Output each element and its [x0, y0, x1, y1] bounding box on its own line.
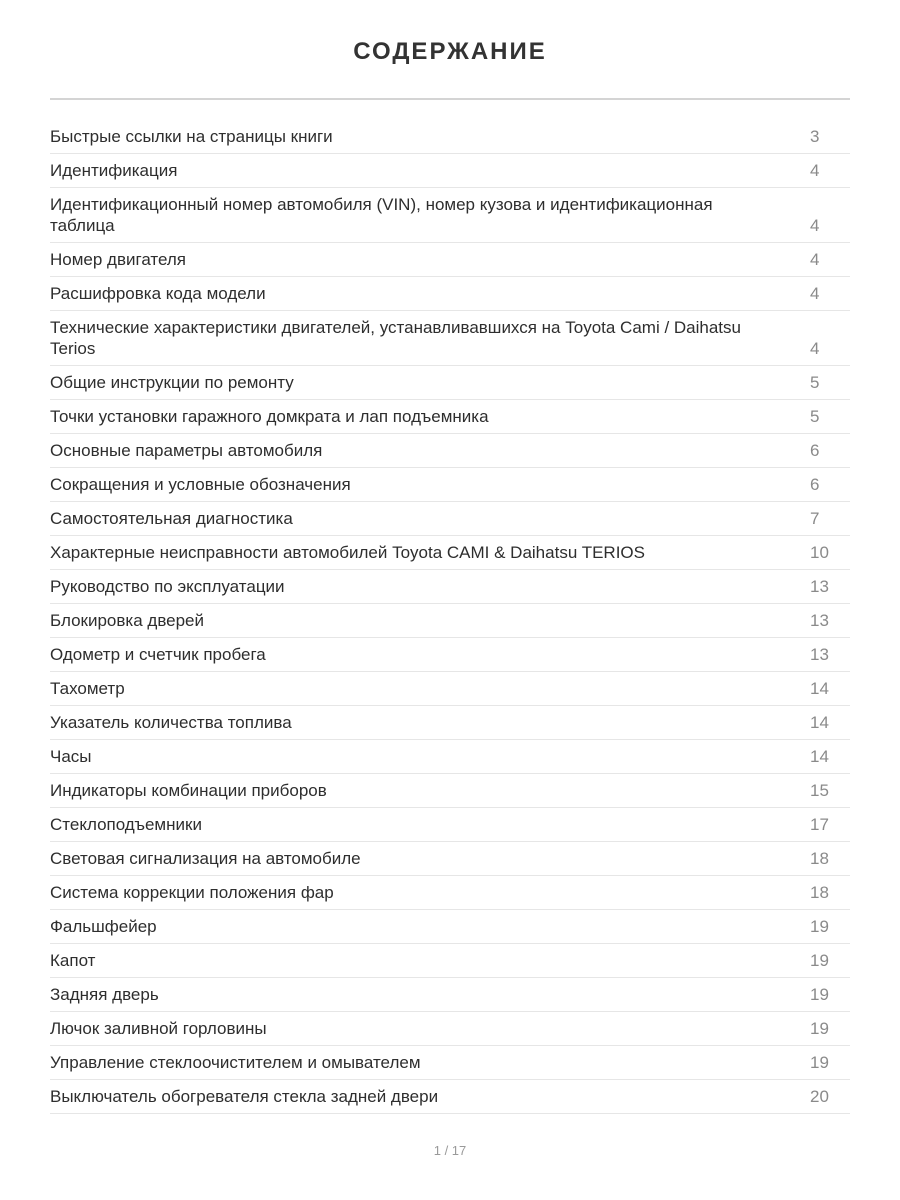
toc-entry-page: 4: [810, 339, 820, 358]
toc-entry-title: Управление стеклоочистителем и омывателем: [50, 1053, 421, 1072]
toc-row[interactable]: [50, 774, 850, 808]
toc-entry-page: 19: [810, 917, 829, 936]
toc-entry-title: Световая сигнализация на автомобиле: [50, 849, 361, 868]
toc-row[interactable]: [50, 876, 850, 910]
toc-entry-page: 13: [810, 645, 829, 664]
toc-entry-page: 4: [810, 161, 820, 180]
toc-entry-title: Блокировка дверей: [50, 611, 205, 630]
toc-entry-title: Технические характеристики двигателей, устанавливавшихся на Toyota Cami / Daihatsu Terios: [50, 318, 741, 358]
toc-entry-page: 6: [810, 475, 820, 494]
toc-entry-page: 3: [810, 127, 820, 146]
toc-entry-page: 5: [810, 373, 820, 392]
toc-entry-title: Одометр и счетчик пробега: [50, 645, 266, 664]
toc-entry-title: Точки установки гаражного домкрата и лап подъемника: [50, 407, 489, 426]
toc-entry-title: Задняя дверь: [50, 985, 159, 1004]
toc-row[interactable]: [50, 740, 850, 774]
toc-entry-title: Самостоятельная диагностика: [50, 509, 293, 528]
toc-entry-page: 6: [810, 441, 820, 460]
toc-entry-title: Капот: [50, 951, 96, 970]
toc-entry-title: Выключатель обогревателя стекла задней двери: [50, 1087, 439, 1106]
toc-row[interactable]: [50, 536, 850, 570]
toc-entry-title: Общие инструкции по ремонту: [50, 373, 294, 392]
toc-row[interactable]: [50, 1080, 850, 1114]
toc-entry-title: Лючок заливной горловины: [50, 1019, 267, 1038]
toc-entry-title: Сокращения и условные обозначения: [50, 475, 351, 494]
toc-entry-page: 7: [810, 509, 820, 528]
toc-row[interactable]: [50, 468, 850, 502]
toc-entry-page: 18: [810, 849, 829, 868]
toc-row[interactable]: [50, 366, 850, 400]
toc-entry-page: 18: [810, 883, 829, 902]
toc-row[interactable]: [50, 842, 850, 876]
toc-entry-page: 17: [810, 815, 829, 834]
toc-entry-page: 13: [810, 611, 829, 630]
toc-row[interactable]: [50, 120, 850, 154]
toc-row[interactable]: [50, 570, 850, 604]
toc-entry-page: 4: [810, 216, 820, 235]
toc-row[interactable]: [50, 243, 850, 277]
toc-entry-page: 19: [810, 951, 829, 970]
title-divider: [50, 98, 850, 100]
toc-entry-title: Индикаторы комбинации приборов: [50, 781, 327, 800]
toc-entry-page: 14: [810, 713, 829, 732]
page-title: СОДЕРЖАНИЕ: [353, 38, 547, 65]
toc-entry-title: Стеклоподъемники: [50, 815, 202, 834]
toc-entry-title: Тахометр: [50, 679, 125, 698]
toc-entry-title: Характерные неисправности автомобилей Toyota CAMI & Daihatsu TERIOS: [50, 543, 645, 562]
toc-entry-page: 15: [810, 781, 829, 800]
toc-row[interactable]: [50, 1012, 850, 1046]
toc-row[interactable]: [50, 978, 850, 1012]
toc-row[interactable]: [50, 502, 850, 536]
toc-entry-title: Номер двигателя: [50, 250, 187, 269]
toc-entry-page: 4: [810, 250, 820, 269]
toc-entry-page: 19: [810, 1053, 829, 1072]
toc-list: [50, 120, 850, 1114]
toc-row[interactable]: [50, 910, 850, 944]
toc-row[interactable]: [50, 944, 850, 978]
toc-row[interactable]: [50, 604, 850, 638]
toc-entry-page: 13: [810, 577, 829, 596]
toc-entry-title: Руководство по эксплуатации: [50, 577, 285, 596]
toc-entry-title: Указатель количества топлива: [50, 713, 292, 732]
toc-entry-title: Система коррекции положения фар: [50, 883, 334, 902]
toc-row[interactable]: [50, 277, 850, 311]
toc-entry-page: 4: [810, 284, 820, 303]
toc-entry-page: 14: [810, 679, 829, 698]
page-number-footer: 1 / 17: [433, 1143, 467, 1158]
toc-row[interactable]: [50, 1046, 850, 1080]
toc-row[interactable]: [50, 808, 850, 842]
toc-row[interactable]: [50, 188, 850, 243]
toc-entry-page: 14: [810, 747, 829, 766]
toc-entry-page: 20: [810, 1087, 829, 1106]
toc-entry-title: Быстрые ссылки на страницы книги: [50, 127, 333, 146]
toc-row[interactable]: [50, 400, 850, 434]
toc-row[interactable]: [50, 638, 850, 672]
toc-entry-title: Часы: [50, 747, 92, 766]
toc-entry-title: Идентификация: [50, 161, 178, 180]
toc-row[interactable]: [50, 154, 850, 188]
toc-entry-title: Фальшфейер: [50, 917, 157, 936]
toc-entry-page: 10: [810, 543, 829, 562]
toc-entry-page: 19: [810, 1019, 829, 1038]
toc-entry-title: Основные параметры автомобиля: [50, 441, 323, 460]
toc-entry-title: Идентификационный номер автомобиля (VIN), номер кузова и идентификационная таблица: [50, 195, 713, 235]
toc-entry-page: 19: [810, 985, 829, 1004]
toc-entry-page: 5: [810, 407, 820, 426]
toc-row[interactable]: [50, 311, 850, 366]
toc-row[interactable]: [50, 672, 850, 706]
toc-row[interactable]: [50, 706, 850, 740]
toc-entry-title: Расшифровка кода модели: [50, 284, 266, 303]
toc-row[interactable]: [50, 434, 850, 468]
